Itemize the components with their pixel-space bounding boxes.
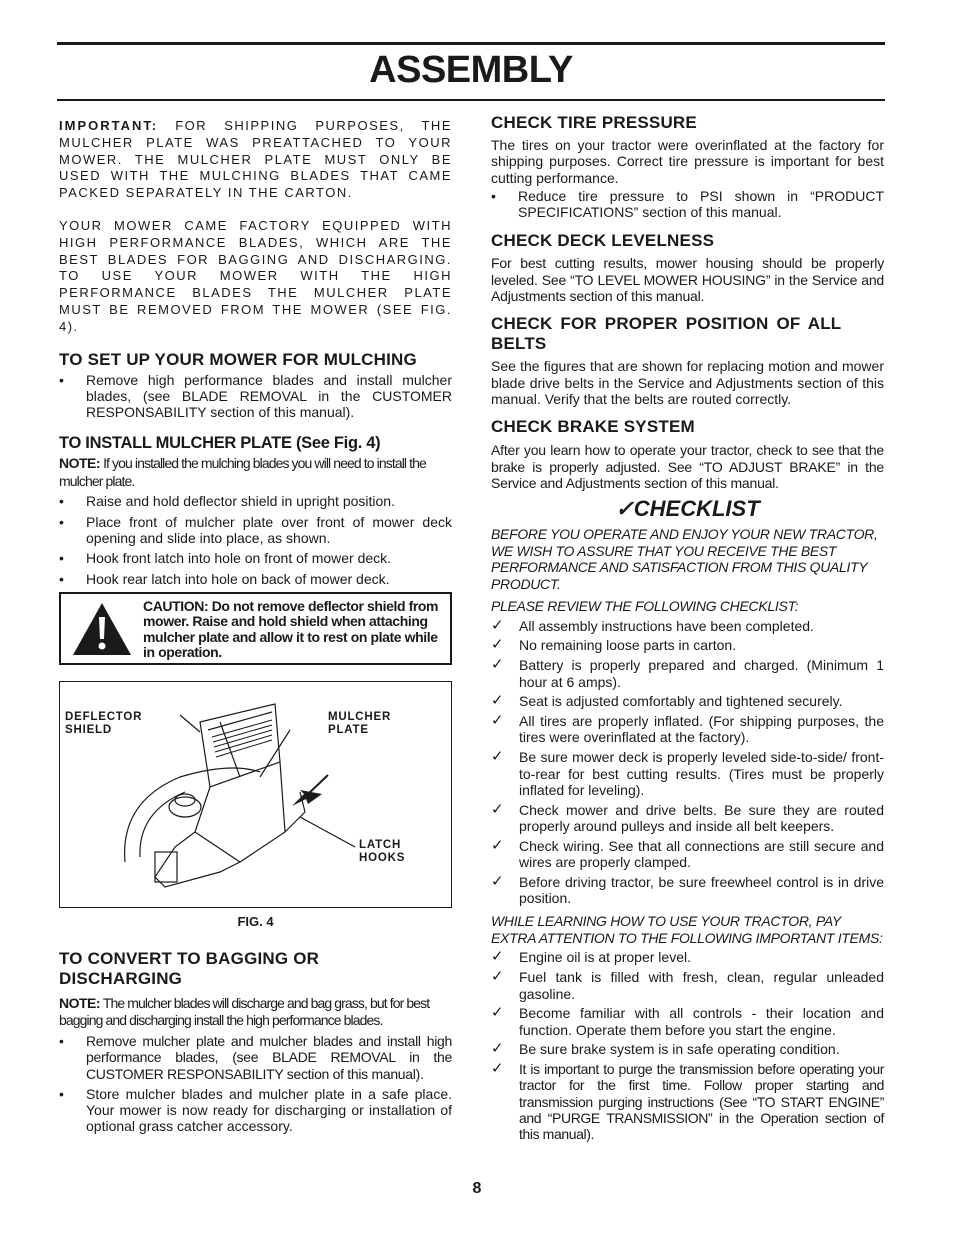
bullet-icon: • xyxy=(59,513,64,530)
note-label: NOTE: xyxy=(59,994,101,1011)
checklist-item: ✓ Be sure mower deck is properly leveled side-to-side/ front-to-rear for best cutting results. (Tires must be properly inflated for leveling). xyxy=(491,748,884,798)
check-mark-icon: ✓ xyxy=(491,968,504,986)
checklist-item: ✓ Be sure brake system is in safe operating condition. xyxy=(491,1040,840,1058)
check-mark-icon: ✓ xyxy=(491,1060,504,1078)
tire-bullets xyxy=(491,188,884,221)
page-title: ASSEMBLY xyxy=(369,49,573,91)
bullet-icon: • xyxy=(59,550,64,567)
check-mark-icon: ✓ xyxy=(491,712,504,730)
belts-text: See the figures that are shown for replacing motion and mower blade drive belts in the Service and Adjustments section of this manual. Verify that the belts are routed correctly. xyxy=(491,358,884,407)
checklist-review: PLEASE REVIEW THE FOLLOWING CHECKLIST: xyxy=(491,598,799,615)
check-mark-icon: ✓ xyxy=(491,656,504,674)
checklist-item: ✓ Seat is adjusted comfortably and tightened securely. xyxy=(491,692,843,710)
tire-pressure-text: The tires on your tractor were overinflated at the factory for shipping purposes. Correct tire pressure is important for best cutting performance. xyxy=(491,137,884,186)
checklist-heading: ✓CHECKLIST xyxy=(615,496,760,522)
bullet-icon: • xyxy=(59,493,64,510)
setup-bullets xyxy=(59,372,452,421)
list-item: • Place front of mulcher plate over front of mower deck opening and slide into place, as shown. xyxy=(59,513,452,547)
learning-intro: WHILE LEARNING HOW TO USE YOUR TRACTOR, PAY EXTRA ATTENTION TO THE FOLLOWING IMPORTANT ITEMS: xyxy=(491,913,883,946)
brake-system-text: After you learn how to operate your tractor, check to see that the brake is properly adjusted. See “TO ADJUST BRAKE” in the Service and Adjustments section of this manual. xyxy=(491,442,884,491)
checklist-item: ✓ Check wiring. See that all connections are still secure and wires are properly clamped. xyxy=(491,836,884,871)
install-note xyxy=(59,455,452,490)
list-item: • Hook rear latch into hole on back of mower deck. xyxy=(59,570,390,587)
setup-mulching-heading: TO SET UP YOUR MOWER FOR MULCHING xyxy=(59,349,417,369)
belts-heading: CHECK FOR PROPER POSITION OF ALL BELTS xyxy=(491,314,842,354)
bullet-icon: • xyxy=(59,1032,64,1049)
checklist-item: ✓ Before driving tractor, be sure freewheel control is in drive position. xyxy=(491,872,884,907)
list-item: • Raise and hold deflector shield in upright position. xyxy=(59,493,395,510)
bullet-icon: • xyxy=(59,1085,64,1102)
deck-levelness-text: For best cutting results, mower housing should be properly leveled. See “TO LEVEL MOWER HOUSING” in the Service and Adjustments section of this manual. xyxy=(491,255,884,305)
deck-levelness-heading: CHECK DECK LEVELNESS xyxy=(491,231,715,251)
install-bullets xyxy=(59,493,452,586)
check-mark-icon: ✓ xyxy=(491,636,504,654)
important-label: IMPORTANT: xyxy=(59,118,159,133)
checklist-intro: BEFORE YOU OPERATE AND ENJOY YOUR NEW TRACTOR, WE WISH TO ASSURE THAT YOU RECEIVE THE BEST PERFORMANCE AND SATISFACTION FROM THIS QUALITY PRODUCT. xyxy=(491,526,878,592)
check-mark-icon: ✓ xyxy=(491,616,504,634)
check-mark-icon: ✓ xyxy=(491,948,504,966)
convert-note xyxy=(59,995,452,1030)
checklist-item: ✓ Become familiar with all controls - their location and function. Operate them before you start the engine. xyxy=(491,1004,884,1038)
check-mark-icon: ✓ xyxy=(491,1004,504,1022)
right-column xyxy=(491,112,884,1143)
checklist-item: ✓ All assembly instructions have been completed. xyxy=(491,616,814,634)
caution-text: CAUTION: Do not remove deflector shield from mower. Raise and hold shield when attaching mulcher plate and allow it to rest on plate while in operation. xyxy=(143,597,439,661)
checklist-item: ✓ Check mower and drive belts. Be sure they are routed properly around pulleys and inside all belt keepers. xyxy=(491,800,884,834)
figure-4 xyxy=(59,681,452,908)
warning-triangle-icon xyxy=(71,601,133,657)
list-item: • Store mulcher blades and mulcher plate in a safe place. Your mower is now ready for discharging or installation of optional grass catcher accessory. xyxy=(59,1085,452,1135)
checklist-item: ✓ Engine oil is at proper level. xyxy=(491,948,691,966)
important-text: FOR SHIPPING PURPOSES, THE MULCHER PLATE WAS PREATTACHED TO YOUR MOWER. THE MULCHER PLATE MUST ONLY BE USED WITH THE MULCHING BLADES THAT CAME PACKED SEPARATELY IN THE CARTON. xyxy=(59,118,452,201)
install-mulcher-heading: TO INSTALL MULCHER PLATE (See Fig. 4) xyxy=(59,434,381,453)
check-mark-icon: ✓ xyxy=(491,836,504,854)
bullet-icon: • xyxy=(59,570,64,587)
note-text: The mulcher blades will discharge and bag grass, but for best bagging and discharging install the high performance blades. xyxy=(59,994,430,1029)
title-underline-rule xyxy=(57,99,885,101)
left-column xyxy=(59,112,452,1135)
label-latch-hooks: LATCH HOOKS xyxy=(359,838,406,865)
convert-heading: TO CONVERT TO BAGGING OR DISCHARGING xyxy=(59,948,320,988)
bullet-icon: • xyxy=(491,187,496,204)
check-mark-icon: ✓ xyxy=(491,1040,504,1058)
list-item: • Remove mulcher plate and mulcher blades and install high performance blades, (see BLADE REMOVAL in the CUSTOMER RESPONSABILITY section of this manual). xyxy=(59,1032,452,1082)
caution-box xyxy=(59,592,452,665)
bullet-icon: • xyxy=(59,371,64,388)
tire-pressure-heading: CHECK TIRE PRESSURE xyxy=(491,113,697,132)
brake-system-heading: CHECK BRAKE SYSTEM xyxy=(491,417,695,437)
note-text: If you installed the mulching blades you will need to install the mulcher plate. xyxy=(59,455,426,489)
checklist-item: ✓ No remaining loose parts in carton. xyxy=(491,636,737,654)
checklist-item: ✓ Battery is properly prepared and charged. (Minimum 1 hour at 6 amps). xyxy=(491,656,884,690)
convert-bullets xyxy=(59,1033,452,1135)
checklist-item: ✓ Fuel tank is filled with fresh, clean, regular unleaded gasoline. xyxy=(491,968,884,1002)
important-paragraph xyxy=(59,118,452,202)
list-item: • Hook front latch into hole on front of mower deck. xyxy=(59,550,392,567)
figure-caption: FIG. 4 xyxy=(237,913,274,929)
check-mark-icon: ✓ xyxy=(491,800,504,818)
top-rule xyxy=(57,42,885,45)
factory-blades-paragraph: YOUR MOWER CAME FACTORY EQUIPPED WITH HIGH PERFORMANCE BLADES, WHICH ARE THE BEST BLADES FOR BAGGING AND DISCHARGING. TO USE YOUR MOWER WITH THE HIGH PERFORMANCE BLADES THE MULCHER PLATE MUST BE REMOVED FROM THE MOWER (SEE FIG. 4). xyxy=(59,217,452,334)
list-item: • Remove high performance blades and install mulcher blades, (see BLADE REMOVAL in the CUSTOMER RESPONSABILITY section of this manual). xyxy=(59,371,452,421)
checklist-items xyxy=(491,618,884,907)
page-number: 8 xyxy=(472,1180,482,1197)
label-deflector-shield: DEFLECTOR SHIELD xyxy=(65,710,143,737)
list-item: • Reduce tire pressure to PSI shown in “PRODUCT SPECIFICATIONS” section of this manual. xyxy=(491,187,884,221)
check-mark-icon: ✓ xyxy=(491,872,504,890)
checklist-item: ✓ It is important to purge the transmission before operating your tractor for the first time. Follow proper starting and transmission purging instructions (See “TO START ENGINE” and “PURGE TRANSMISSION” in the Operation section of this manual). xyxy=(491,1060,884,1143)
learning-items xyxy=(491,949,884,1142)
checklist-item: ✓ All tires are properly inflated. (For shipping purposes, the tires were overinflated at the factory). xyxy=(491,712,884,746)
note-label: NOTE: xyxy=(59,455,101,472)
check-mark-icon: ✓ xyxy=(491,692,504,710)
label-mulcher-plate: MULCHER PLATE xyxy=(328,710,392,737)
check-mark-icon: ✓ xyxy=(491,748,504,766)
